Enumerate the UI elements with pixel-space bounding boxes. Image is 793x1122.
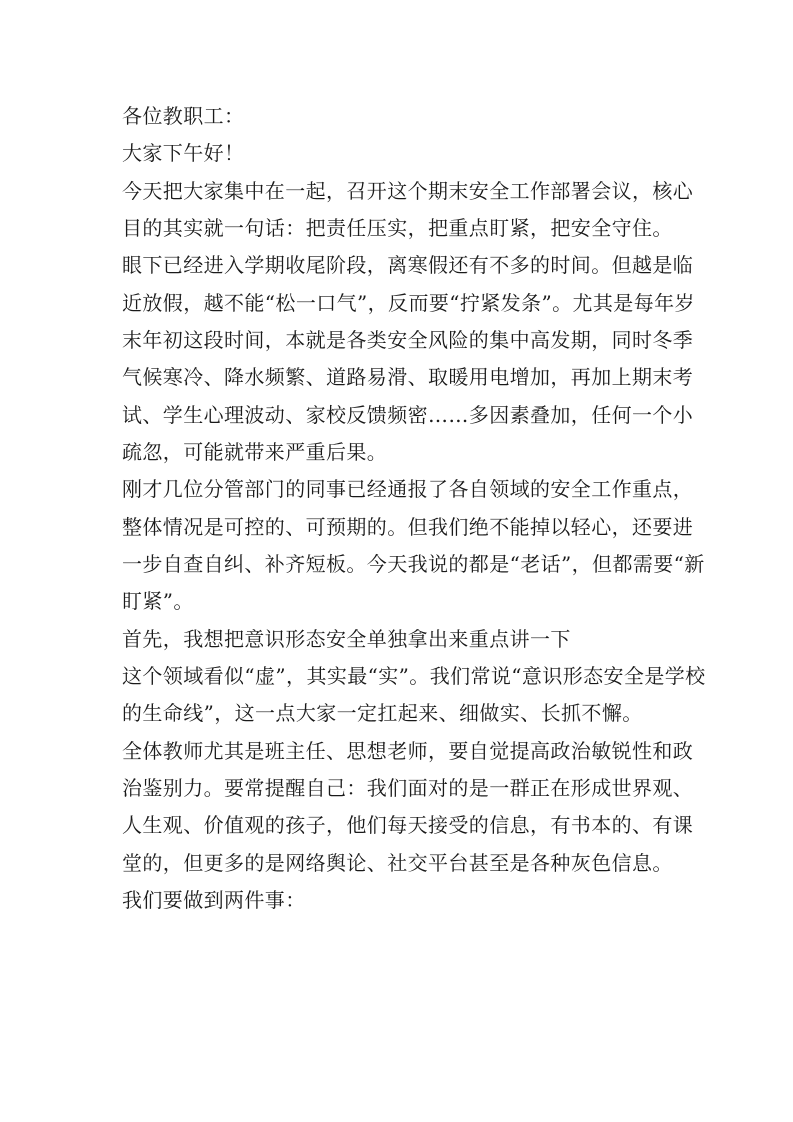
section-heading-ideology [122, 621, 682, 658]
text-line: 堂的，但更多的是网络舆论、社交平台甚至是各种灰色信息。 [122, 850, 673, 875]
document-body [122, 98, 706, 919]
text-line: 全体教师尤其是班主任、思想老师，要自觉提高政治敏锐性和政 [122, 738, 694, 763]
paragraph-teachers [122, 733, 694, 882]
text-line: 末年初这段时间，本就是各类安全风险的集中高发期，同时冬季 [122, 327, 694, 352]
text-line: 盯紧”。 [122, 589, 194, 614]
paragraph-context [122, 247, 695, 471]
text-line: 整体情况是可控的、可预期的。但我们绝不能掉以轻心，还要进 [122, 514, 694, 539]
text-line: 这个领域看似“虚”，其实最“实”。我们常说“意识形态安全是学校 [122, 663, 706, 688]
text-line: 近放假，越不能“松一口气”，反而要“拧紧发条”。尤其是每年岁 [122, 290, 695, 315]
text-line: 目的其实就一句话：把责任压实，把重点盯紧，把安全守住。 [122, 215, 673, 240]
text-line: 气候寒冷、降水频繁、道路易滑、取暖用电增加，再加上期末考 [122, 365, 694, 390]
paragraph-departments [122, 471, 705, 620]
text-line: 的生命线”，这一点大家一定扛起来、细做实、长抓不懈。 [122, 701, 643, 726]
text-line: 疏忽，可能就带来严重后果。 [122, 439, 388, 464]
text-line: 我们要做到两件事： [122, 887, 306, 912]
text-line: 今天把大家集中在一起，召开这个期末安全工作部署会议，核心 [122, 178, 694, 203]
paragraph-intro [122, 173, 694, 248]
text-line: 刚才几位分管部门的同事已经通报了各自领域的安全工作重点， [122, 477, 694, 502]
text-line: 眼下已经进入学期收尾阶段，离寒假还有不多的时间。但越是临 [122, 253, 694, 278]
text-line: 一步自查自纠、补齐短板。今天我说的都是“老话”，但都需要“新 [122, 551, 705, 576]
text-line: 各位教职工： [122, 104, 245, 128]
text-line: 试、学生心理波动、家校反馈频密……多因素叠加，任何一个小 [122, 402, 694, 427]
text-line: 首先，我想把意识形态安全单独拿出来重点讲一下 [122, 626, 571, 651]
text-line: 治鉴别力。要常提醒自己：我们面对的是一群正在形成世界观、 [122, 775, 694, 800]
text-line: 人生观、价值观的孩子，他们每天接受的信息，有书本的、有课 [122, 813, 694, 838]
paragraph-ideology [122, 658, 706, 733]
paragraph-two-things [122, 882, 682, 919]
text-line: 大家下午好！ [122, 141, 245, 166]
salutation [122, 98, 682, 135]
greeting [122, 135, 682, 172]
